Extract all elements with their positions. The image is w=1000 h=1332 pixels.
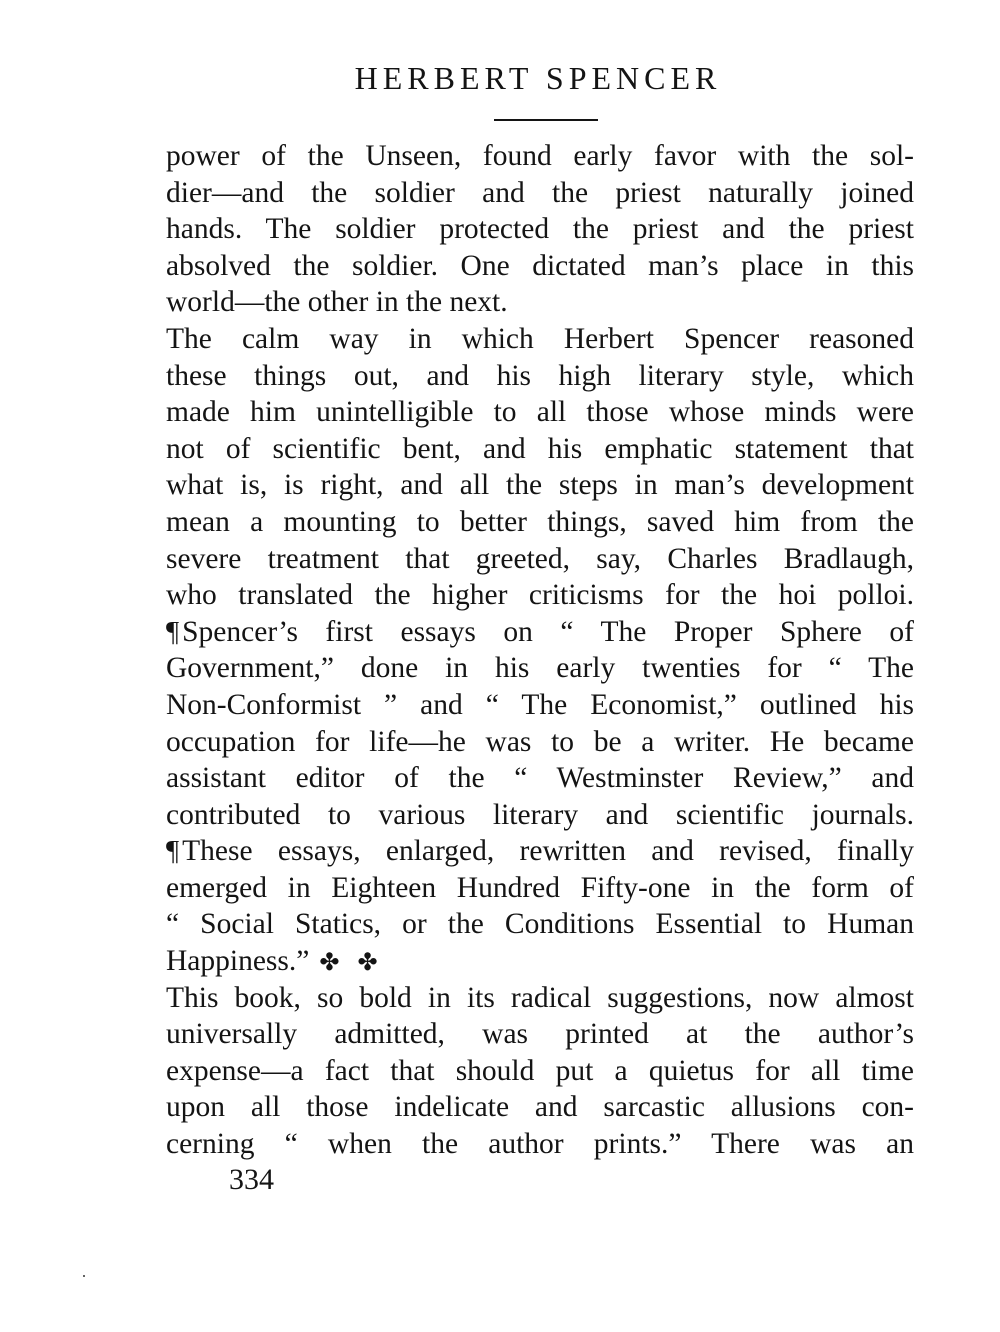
text-line: expense—a fact that should put a quietus for all time (166, 1054, 914, 1087)
text-line: not of scientific bent, and his emphatic statement that (166, 432, 914, 465)
text-line: upon all those indelicate and sarcastic allusions con- (166, 1091, 914, 1124)
text-line (166, 943, 914, 980)
text-line: contributed to various literary and scientific journals. (166, 798, 914, 831)
text-line: who translated the higher criticisms for the hoi polloi. (166, 579, 914, 612)
text-line: emerged in Eighteen Hundred Fifty-one in the form of (166, 871, 914, 904)
text-line: made him unintelligible to all those whose minds were (166, 396, 914, 429)
text-line: cerning “ when the author prints.” There was an (166, 1128, 914, 1161)
text-line: severe treatment that greeted, say, Charles Bradlaugh, (166, 542, 914, 575)
text-line: absolved the soldier. One dictated man’s place in this (166, 249, 914, 282)
ornament-icon: ✤ ✤ (319, 950, 384, 977)
text-line: world—the other in the next. (166, 286, 508, 319)
text-line: Non-Conformist ” and “ The Economist,” outlined his (166, 688, 914, 721)
text-line-content: Spencer’s first essays on “ The Proper Sphere of (182, 615, 914, 648)
text-line: occupation for life—he was to be a writer. He became (166, 725, 914, 758)
running-head: HERBERT SPENCER (354, 60, 722, 96)
text-line: assistant editor of the “ Westminster Review,” and (166, 762, 914, 795)
scan-speck (83, 1275, 85, 1277)
text-line: what is, is right, and all the steps in man’s development (166, 469, 914, 502)
text-line-content: Happiness.” (166, 945, 310, 978)
text-line: these things out, and his high literary style, which (166, 359, 914, 392)
text-line: power of the Unseen, found early favor with the sol- (166, 140, 914, 172)
text-line: “ Social Statics, or the Conditions Essential to Human (166, 908, 914, 941)
pilcrow-mark: ¶ (166, 835, 180, 868)
text-line: The calm way in which Herbert Spencer reasoned (166, 322, 914, 355)
text-line: Government,” done in his early twenties for “ The (166, 652, 914, 685)
text-line: dier—and the soldier and the priest naturally joined (166, 176, 914, 209)
text-line: universally admitted, was printed at the author’s (166, 1018, 914, 1051)
text-line (166, 833, 914, 870)
text-line: This book, so bold in its radical suggestions, now almost (166, 981, 914, 1014)
pilcrow-mark: ¶ (166, 615, 180, 648)
head-rule (494, 119, 598, 121)
text-line: hands. The soldier protected the priest and the priest (166, 213, 914, 246)
text-line-content: These essays, enlarged, rewritten and revised, finally (182, 835, 914, 868)
body-text (166, 138, 914, 1163)
page-number: 334 (229, 1163, 274, 1196)
text-line: mean a mounting to better things, saved him from the (166, 505, 914, 538)
text-line (166, 614, 914, 651)
